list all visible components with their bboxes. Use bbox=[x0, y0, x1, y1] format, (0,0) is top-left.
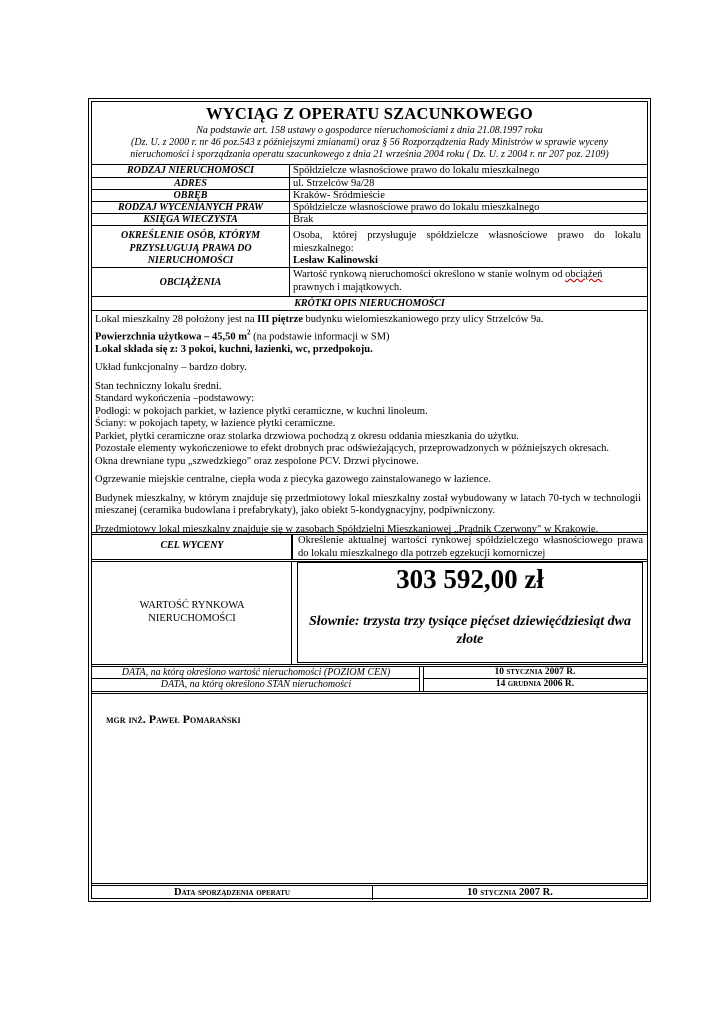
amount-words: Słownie: trzysta trzy tysiące pięćset dziewięćdziesiąt dwa złote bbox=[309, 614, 631, 647]
obreb-value: Kraków- Śródmieście bbox=[293, 190, 385, 201]
divider bbox=[92, 310, 647, 311]
prawa-value: Spółdzielcze własnościowe prawo do lokalu mieszkalnego bbox=[293, 202, 540, 213]
data-sporz-label: Data sporządzenia operatu bbox=[174, 887, 290, 898]
ksiega-label: KSIĘGA WIECZYSTA bbox=[143, 214, 238, 225]
desc-text: budynku wielomieszkaniowego przy ulicy Strzelców 9a. bbox=[302, 314, 544, 325]
data-stan-label: DATA, na którą określono STAN nieruchomości bbox=[160, 679, 352, 690]
amount-value: 303 592,00 zł bbox=[396, 564, 544, 594]
legal-basis-line-2: (Dz. U. z 2000 r. nr 46 poz.543 z późniejszymi zmianami) oraz § 56 Rozporządzenia Rady Ministrów w sprawie wyceny bbox=[131, 137, 608, 149]
desc-line: Podłogi: w pokojach parkiet, w łazience płytki ceramiczne, w kuchni linoleum. bbox=[95, 405, 428, 417]
data-sporz-value: 10 stycznia 2007 R. bbox=[467, 887, 553, 898]
desc-area: Powierzchnia użytkowa – 45,50 m bbox=[95, 331, 247, 342]
column-divider bbox=[292, 534, 293, 559]
divider bbox=[92, 664, 647, 665]
obciazenia-text-cont: prawnych i majątkowych. bbox=[293, 281, 402, 293]
osoby-value bbox=[290, 230, 641, 268]
data-stan-value: 14 grudnia 2006 R. bbox=[495, 679, 575, 689]
desc-line: Ogrzewanie miejskie centralne, ciepła woda z piecyka gazowego zainstalowanego w łazience. bbox=[95, 474, 491, 485]
data-cen-value: 10 stycznia 2007 R. bbox=[494, 667, 576, 677]
desc-line: Przedmiotowy lokal mieszkalny znajduje się w zasobach Spółdzielni Mieszkaniowej „Prądnik Czerwony" w Krakowie. bbox=[95, 523, 599, 535]
wartosc-label-line: NIERUCHOMOŚCI bbox=[148, 613, 236, 624]
divider bbox=[92, 885, 647, 886]
rodzaj-label: RODZAJ NIERUCHOMOŚCI bbox=[127, 165, 254, 176]
desc-line: Parkiet, płytki ceramiczne oraz stolarka drzwiowa pochodzą z okresu oddania mieszkania do użytku. bbox=[95, 430, 519, 442]
adres-value: ul. Strzelców 9a/28 bbox=[293, 178, 375, 189]
osoby-text: Osoba, której przysługuje spółdzielcze własnościowe prawo do lokalu mieszkalnego: bbox=[293, 230, 641, 254]
author-name: mgr inż. Paweł Pomarański bbox=[106, 712, 241, 726]
ksiega-value: Brak bbox=[293, 214, 314, 225]
obciazenia-text: Wartość rynkową nieruchomości określono w stanie wolnym od bbox=[293, 269, 566, 280]
desc-line: Pozostałe elementy wykończeniowe to efekt drobnych prac odświeżających, przeprowadzonych w późniejszych okresach. bbox=[95, 443, 610, 454]
property-description bbox=[95, 314, 641, 536]
desc-line bbox=[95, 344, 641, 357]
cel-label: CEL WYCENY bbox=[160, 540, 224, 551]
divider bbox=[92, 691, 647, 692]
desc-line: Standard wykończenia –podstawowy: bbox=[95, 393, 255, 404]
desc-line: Ściany: w pokojach tapety, w łazience płytki ceramiczne. bbox=[95, 418, 336, 429]
obciazenia-label: OBCIĄŻENIA bbox=[159, 277, 222, 288]
desc-line: Okna drewniane typu „szwedzkiego" oraz zespolone PCV. Drzwi płycinowe. bbox=[95, 455, 419, 467]
divider bbox=[92, 693, 647, 694]
osoby-label: OKREŚLENIE OSÓB, KTÓRYM PRZYSŁUGUJĄ PRAWA DO NIERUCHOMOŚCI bbox=[120, 230, 261, 266]
wartosc-label bbox=[92, 599, 292, 625]
desc-line bbox=[95, 327, 641, 344]
desc-line: Stan techniczny lokalu średni. bbox=[95, 380, 222, 392]
obreb-label: OBRĘB bbox=[173, 190, 208, 201]
desc-floor: III piętrze bbox=[257, 314, 303, 325]
divider bbox=[92, 883, 647, 884]
divider bbox=[92, 559, 647, 560]
legal-basis-line-1: Na podstawie art. 158 ustawy o gospodarce nieruchomościami z dnia 21.08.1997 roku bbox=[196, 125, 543, 136]
desc-line bbox=[95, 314, 641, 327]
cel-value: Określenie aktualnej wartości rynkowej spółdzielczego własnościowego prawa do lokalu mieszkalnego dla potrzeb egzekucji komorniczej bbox=[298, 535, 643, 559]
legal-basis bbox=[96, 125, 643, 162]
legal-basis-line-3: nieruchomości i sporządzania operatu szacunkowego z dnia 21 września 2004 roku ( Dz. U. z 2004 r. nr 207 poz. 2109) bbox=[130, 149, 609, 161]
adres-label: ADRES bbox=[174, 178, 207, 189]
obciazenia-value bbox=[290, 269, 641, 294]
document-frame bbox=[88, 98, 651, 902]
desc-text: (na podstawie informacji w SM) bbox=[250, 331, 390, 342]
obciazenia-text-underlined: obciążeń bbox=[565, 269, 603, 280]
desc-line: Budynek mieszkalny, w którym znajduje się przedmiotowy lokal mieszkalny został wybudowany w latach 70-tych w technologii mieszanej (ceramika budowlana i prefabrykaty), jako obiekt 5-kondygnacyjny, podpiwniczony. bbox=[95, 492, 641, 516]
desc-area-sup: 2 bbox=[246, 328, 251, 337]
prawa-label: RODZAJ WYCENIANYCH PRAW bbox=[117, 202, 264, 213]
rodzaj-value: Spółdzielcze własnościowe prawo do lokalu mieszkalnego bbox=[293, 165, 540, 176]
desc-line: Układ funkcjonalny – bardzo dobry. bbox=[95, 362, 247, 373]
data-cen-label: DATA, na którą określono wartość nieruchomości (POZIOM CEN) bbox=[121, 667, 391, 678]
osoby-name: Lesław Kalinowski bbox=[293, 255, 378, 266]
divider bbox=[92, 296, 647, 297]
document-title: WYCIĄG Z OPERATU SZACUNKOWEGO bbox=[206, 104, 533, 123]
divider bbox=[92, 532, 647, 533]
desc-text: Lokal mieszkalny 28 położony jest na bbox=[95, 314, 258, 325]
document-inner-frame bbox=[91, 101, 648, 899]
opis-header: KRÓTKI OPIS NIERUCHOMOŚCI bbox=[294, 298, 445, 309]
amount-box bbox=[297, 562, 643, 663]
wartosc-label-line: WARTOŚĆ RYNKOWA bbox=[139, 600, 245, 611]
desc-rooms: Lokal składa się z: 3 pokoi, kuchni, łazienki, wc, przedpokoju. bbox=[95, 343, 373, 355]
